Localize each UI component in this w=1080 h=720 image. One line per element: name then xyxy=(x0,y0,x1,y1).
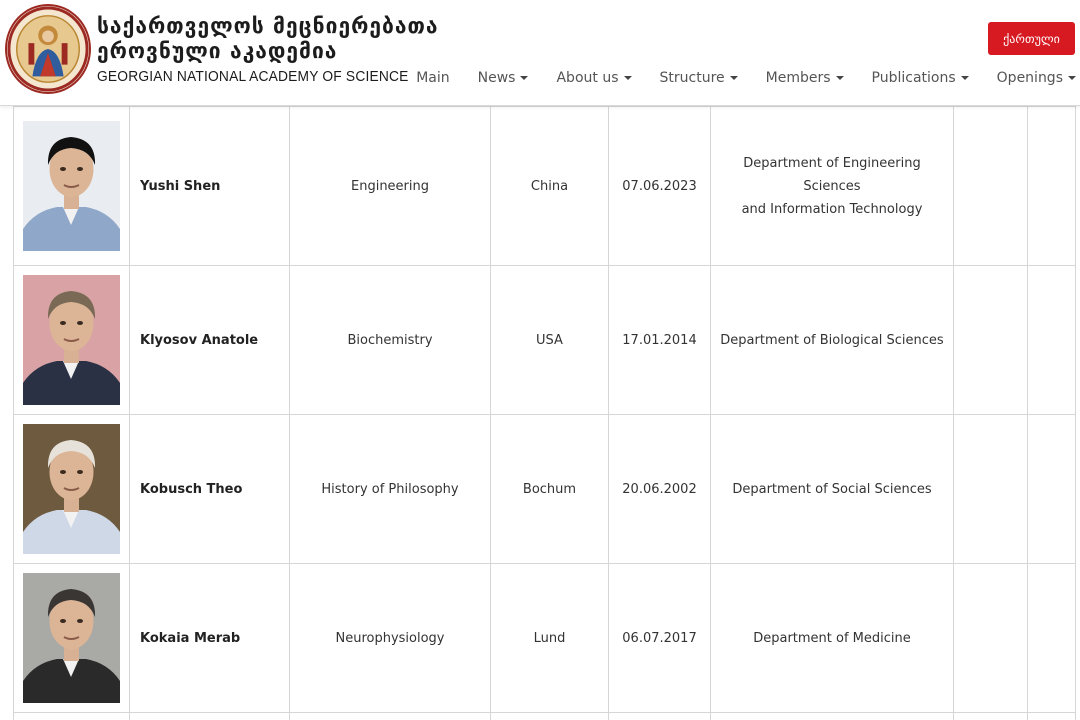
member-department xyxy=(711,266,954,415)
caret-down-icon xyxy=(730,76,738,80)
member-field: Neurophysiology xyxy=(290,564,491,713)
member-country: Lund xyxy=(491,564,609,713)
empty-cell xyxy=(954,107,1028,266)
member-photo-cell xyxy=(14,266,130,415)
member-name[interactable]: Yushi Shen xyxy=(130,107,290,266)
member-department xyxy=(711,564,954,713)
empty-cell xyxy=(14,713,130,720)
empty-cell xyxy=(1028,713,1076,720)
member-name[interactable]: Klyosov Anatole xyxy=(130,266,290,415)
department-line-1: Department of Biological Sciences xyxy=(720,332,944,348)
member-row xyxy=(14,107,1076,266)
member-photo-cell xyxy=(14,564,130,713)
empty-cell xyxy=(954,564,1028,713)
caret-down-icon xyxy=(961,76,969,80)
portrait-image xyxy=(23,121,120,251)
nav-label: Main xyxy=(416,70,450,86)
nav-label: Structure xyxy=(659,70,725,86)
member-department xyxy=(711,107,954,266)
empty-cell xyxy=(1028,107,1076,266)
empty-cell xyxy=(130,713,290,720)
nav-label: Members xyxy=(765,70,831,86)
member-field: Biochemistry xyxy=(290,266,491,415)
empty-cell xyxy=(954,713,1028,720)
member-photo[interactable] xyxy=(23,424,120,554)
member-row xyxy=(14,564,1076,713)
nav-item-members[interactable] xyxy=(766,70,844,86)
site-logo[interactable] xyxy=(5,4,439,94)
empty-cell xyxy=(954,266,1028,415)
member-country: Bochum xyxy=(491,415,609,564)
member-field: History of Philosophy xyxy=(290,415,491,564)
empty-cell xyxy=(290,713,491,720)
nav-item-main[interactable] xyxy=(416,70,449,86)
member-election-date: 07.06.2023 xyxy=(609,107,711,266)
member-name[interactable]: Kokaia Merab xyxy=(130,564,290,713)
nav-item-publications[interactable] xyxy=(872,70,969,86)
members-table-wrapper xyxy=(13,106,1080,720)
foreign-members-table xyxy=(13,106,1076,720)
member-photo-cell xyxy=(14,107,130,266)
empty-cell xyxy=(1028,415,1076,564)
nav-item-about-us[interactable] xyxy=(556,70,631,86)
nav-label: Openings xyxy=(996,70,1063,86)
caret-down-icon xyxy=(520,76,528,80)
department-line-2: and Information Technology xyxy=(741,201,923,217)
nav-item-structure[interactable] xyxy=(660,70,738,86)
member-election-date: 06.07.2017 xyxy=(609,564,711,713)
department-line-1: Department of Social Sciences xyxy=(732,481,932,497)
member-election-date: 20.06.2002 xyxy=(609,415,711,564)
caret-down-icon xyxy=(624,76,632,80)
main-nav xyxy=(388,70,1076,86)
empty-cell xyxy=(1028,266,1076,415)
member-row xyxy=(14,713,1076,720)
member-row xyxy=(14,415,1076,564)
member-photo[interactable] xyxy=(23,121,120,251)
portrait-image xyxy=(23,275,120,405)
portrait-image xyxy=(23,573,120,703)
logo-georgian-line-2: ეროვნული აკადემია xyxy=(97,38,338,63)
nav-label: About us xyxy=(556,70,619,86)
nav-item-openings[interactable] xyxy=(997,70,1076,86)
empty-cell xyxy=(491,713,609,720)
site-header xyxy=(0,0,1080,106)
member-photo[interactable] xyxy=(23,275,120,405)
member-name[interactable]: Kobusch Theo xyxy=(130,415,290,564)
nav-label: News xyxy=(477,70,516,86)
caret-down-icon xyxy=(836,76,844,80)
department-line-1: Department of Medicine xyxy=(753,630,911,646)
department-line-1: Department of Engineering Sciences xyxy=(743,155,921,194)
nav-label: Publications xyxy=(871,70,956,86)
member-row xyxy=(14,266,1076,415)
member-photo-cell xyxy=(14,415,130,564)
empty-cell xyxy=(954,415,1028,564)
caret-down-icon xyxy=(1068,76,1076,80)
academy-seal-icon xyxy=(5,4,91,94)
member-country: USA xyxy=(491,266,609,415)
portrait-image xyxy=(23,424,120,554)
logo-english-name: GEORGIAN NATIONAL ACADEMY OF SCIENCE xyxy=(97,67,409,85)
language-switch-button[interactable]: ქართული xyxy=(988,22,1075,55)
member-photo[interactable] xyxy=(23,573,120,703)
empty-cell xyxy=(1028,564,1076,713)
empty-cell xyxy=(609,713,711,720)
member-field: Engineering xyxy=(290,107,491,266)
empty-cell xyxy=(711,713,954,720)
member-election-date: 17.01.2014 xyxy=(609,266,711,415)
member-department xyxy=(711,415,954,564)
nav-item-news[interactable] xyxy=(478,70,529,86)
logo-georgian-line-1: საქართველოს მეცნიერებათა xyxy=(97,13,439,38)
member-country: China xyxy=(491,107,609,266)
